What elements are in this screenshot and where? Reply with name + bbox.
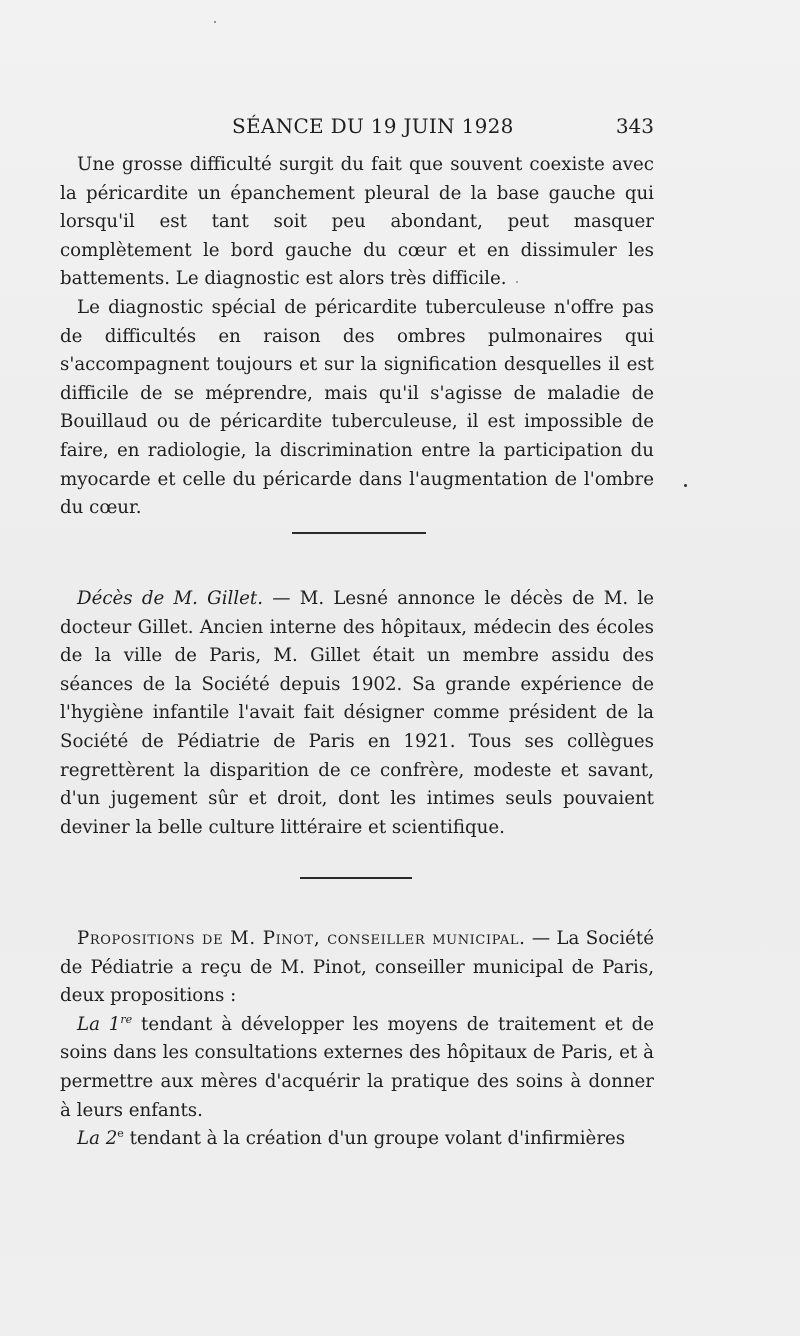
item-label: La 2 bbox=[77, 1128, 118, 1150]
proposition-item bbox=[60, 1125, 654, 1154]
section-divider bbox=[300, 877, 412, 879]
item-text: tendant à développer les moyens de traitement et de soins dans les consultations externes des hôpitaux de Paris, et à permettre aux mères d'acquérir la pratique des soins à donner à leurs enfants. bbox=[60, 1013, 654, 1121]
paragraph: Une grosse difficulté surgit du fait que souvent coexiste avec la péricardite un épanchement pleural de la base gauche qui lorsqu'il est tant soit peu abondant, peut masquer complètement le bord gauche du cœur et en dissimuler les battements. Le diagnostic est alors très difficile. bbox=[60, 154, 654, 290]
print-speck bbox=[516, 281, 518, 283]
pericarditis-section bbox=[60, 151, 654, 523]
paragraph bbox=[60, 925, 654, 1011]
paragraph: Le diagnostic spécial de péricardite tuberculeuse n'offre pas de difficultés en raison des ombres pulmonaires qui s'accompagnent toujours et sur la signification desquelles il est difficile de se méprendre, mais qu'il s'agisse de maladie de Bouillaud ou de péricardite tuberculeuse, il est impossible de faire, en radiologie, la discrimination entre la participation du myocarde et celle du péricarde dans l'augmentation de l'ombre du cœur. bbox=[60, 296, 654, 519]
paragraph-body: — La Société de Pédiatrie a reçu de M. Pinot, conseiller municipal de Paris, deux propositions : bbox=[60, 928, 654, 1007]
item-text: tendant à la création d'un groupe volant d'infirmières bbox=[123, 1128, 626, 1150]
item-ordinal-suffix: re bbox=[120, 1012, 133, 1026]
paragraph bbox=[60, 585, 654, 842]
pinot-propositions-section bbox=[60, 925, 654, 1154]
section-divider bbox=[292, 532, 426, 534]
proposition-item bbox=[60, 1011, 654, 1125]
gillet-obituary-section bbox=[60, 585, 654, 842]
section-heading: Propositions de M. Pinot, conseiller municipal. bbox=[77, 928, 526, 949]
paragraph-body: — M. Lesné annonce le décès de M. le docteur Gillet. Ancien interne des hôpitaux, médecin des écoles de la ville de Paris, M. Gillet était un membre assidu des séances de la Société depuis 1902. Sa grande expérience de l'hygiène infantile l'avait fait désigner comme président de la Société de Pédiatrie de Paris en 1921. Tous ses collègues regrettèrent la disparition de ce confrère, modeste et savant, d'un jugement sûr et droit, dont les intimes seuls pouvaient deviner la belle culture littéraire et scientifique. bbox=[60, 588, 654, 838]
running-head bbox=[60, 114, 654, 142]
item-label: La 1 bbox=[77, 1013, 121, 1035]
item-ordinal-suffix: e bbox=[117, 1127, 124, 1141]
print-speck bbox=[214, 21, 216, 23]
running-title: SÉANCE DU 19 JUIN 1928 bbox=[232, 114, 514, 138]
section-heading: Décès de M. Gillet. bbox=[77, 588, 264, 609]
print-speck bbox=[684, 484, 687, 487]
page-number: 343 bbox=[615, 114, 654, 138]
